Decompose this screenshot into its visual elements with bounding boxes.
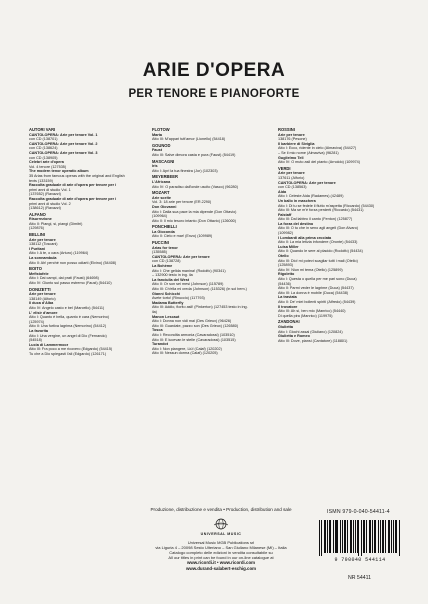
aria-entry: Vol. 3: 18 arie per tenore (ER.2290) [152,200,212,205]
aria-entry: primi anni di studio Vol. 1 [29,187,71,192]
barcode-bar [366,520,367,553]
opera-title: Raccolta graduale di arie d'opera per tenore per i [29,183,117,188]
aria-entry: (54518) [29,338,42,343]
aria-entry: 35 Arias from famous operas with the original and English [29,173,125,178]
barcode-bar [389,520,390,553]
opera-title: La fanciulla del West [152,277,190,282]
opera-title: Gianni Schicchi [152,291,181,296]
aria-entry: Atto II: Or son sei mesi (Johnson) (115789) [152,282,224,287]
barcode-bar [327,520,328,553]
aria-entry: Atto I: Di tu se fedele il flutto m'aspetta (Riccardo) (54430) [278,203,375,208]
opera-title: CANTOLOPERA: Arie per tenore [278,180,336,185]
aria-entry: Atto I: Non piangere, Liù! (Calaf) (120202) [152,346,222,351]
barcode-bar [374,520,375,553]
catalog-column-1 [29,126,151,357]
opera-title: Aida [278,189,287,194]
composer-heading: ALFANO [29,212,46,217]
opera-title: Madama Butterfly [152,300,184,305]
aria-entry: Atto II: De' miei bollenti spiriti (Alfredo) (54439) [278,299,356,304]
barcode-bar [395,520,396,553]
barcode-bar [375,520,376,553]
opera-title: Raccolta graduale di arie d'opera per tenore per i [29,196,117,201]
aria-entry: Atto I: Dalla sua pace la mia dipende (Don Ottavio) [152,209,237,214]
barcode-bar [357,520,358,553]
aria-entry: Atto II: Quando le sere al placido (Rodolfo) (54434) [278,249,363,254]
aria-entry: con CD (138728) [152,259,181,264]
barcode-bar [369,520,370,553]
barcode-bar [333,520,334,553]
barcode-bar [347,520,348,553]
aria-entry: Atto I: Ecco, ridente in cielo (Almaviva) (54427) [278,146,357,151]
composer-heading: PONCHIELLI [152,225,177,230]
opera-title: Arie per tenore [278,171,305,176]
aria-entry: Atto II: Cielo e mar! (Enzo) (109989) [152,234,213,239]
barcode-digits: 9 790040 544114 [334,557,386,563]
barcode-bar [358,520,359,556]
barcode-bar [340,520,341,553]
opera-title: Turandot [152,342,168,347]
aria-entry: (125893) [278,263,294,268]
barcode-bar [396,520,397,553]
aria-entry: Atto I: Quanto è bella, quanto è cara (Nemorino) [29,315,110,320]
aria-entry: ila) [152,309,158,314]
composer-heading: AUTORI VARI [29,128,56,132]
catalog-note-en: All our titles in print can be found in our on-line catalogue at [168,555,274,561]
aria-entry: 138112 (Toscani) [29,242,58,247]
barcode-bar [325,520,326,553]
aria-entry: Atto III: Salve dimora casta e pura (Faust) (54419) [152,152,236,157]
publisher-block [128,507,314,571]
barcode-bar [372,520,373,553]
aria-entry: (109964) [152,214,168,219]
opera-title: Guglielmo Tell [278,155,304,160]
aria-entry: (138612) (Ravazzi) [29,206,61,211]
composer-heading: FLOTOW [152,128,170,132]
ismn-code: ISMN 979-0-040-54411-4 [327,509,390,515]
composer-heading: BOITO [29,267,42,272]
aria-entry: Atto I: Apri la tua finestra (Jor) (102303) [152,168,218,173]
aria-entry: con CD (138624) [29,146,58,151]
barcode-bar [393,520,394,553]
barcode-bar [324,520,325,553]
opera-title: Arias for tenor [152,245,178,250]
barcode-bar [321,520,322,556]
opera-title: Il duca d'Alba [29,301,54,306]
barcode-bar [351,520,352,553]
aria-entry: (129876) [29,226,45,231]
opera-title: Luisa Miller [278,244,299,249]
aria-entry: – Se il mio nome (Almaviva) (96281) [278,150,339,155]
barcode-bar [330,520,331,553]
aria-entry: Atto I: Che gelida manina! (Rodolfo) (90341) [152,268,226,273]
barcode-bar [335,520,336,553]
aria-entry: con CD (138905) [29,155,58,160]
aria-entry: (135585) [152,250,168,255]
composer-heading: BELLINI [29,233,45,238]
aria-entry: Atto III: La donna è mobile (Duca) (54438) [278,290,349,295]
barcode-bar [337,520,338,553]
opera-title: Arie scelte [152,195,171,200]
opera-title: La favorita [29,328,48,333]
barcode-bar [329,520,330,553]
aria-entry: Atto IV: Niun mi tema (Otello) (125899) [278,267,343,272]
opera-title: L'Africana [152,179,171,184]
barcode-bar [378,520,379,553]
opera-title: La traviata [278,295,297,300]
aria-entry: con CD (138701) [29,137,58,142]
universal-globe-logo-icon [214,518,228,530]
aria-entry: Atto II: Piangi, si, piangi (Dimitri) [29,221,83,226]
opera-title: Un ballo in maschera [278,198,316,203]
aria-entry: primi anni di studio Vol. 2 [29,201,71,206]
barcode-bar [388,520,389,553]
aria-entry: (54436) [278,281,291,286]
opera-title: La sonnambula [29,256,57,261]
opera-title: CANTOLOPERA: Arie per tenore [152,254,210,259]
barcode-bar [355,520,356,553]
opera-title: CANTOLOPERA: Arie per tenore Vol. 2 [29,141,98,146]
composer-heading: VERDI [278,166,291,171]
aria-entry: Atto I: Recondita armonia (Cavaradossi) (103510) [152,332,235,337]
opera-title: L' elisir d'amore [29,310,58,315]
aria-entry: Atto I: Giochi assai (Giuliano) (120824) [278,329,343,334]
barcode-bar [319,520,320,556]
opera-title: Celebri arie d'opera [29,160,64,165]
aria-entry: con CD (138563) [278,185,307,190]
opera-title: Marta [152,132,163,137]
opera-title: I Lombardi alla prima crociata [278,235,332,240]
aria-entry: texts (133159) [29,178,53,183]
aria-entry: Di quella pira (Manrico) (119975) [278,313,333,318]
opera-title: Arie per tenore [29,237,56,242]
barcode-bar [399,520,400,556]
aria-entry: Atto III: Dove, piansi (Cantatore) (118801) [278,338,348,343]
opera-title: Mefistofele [29,271,49,276]
opera-title: Arie per tenore [278,132,305,137]
aria-entry: Atto IV: Giunto sul passo estremo (Faust) (54410) [29,281,112,285]
aria-entry: Atto I: Dai campi, dai prati (Faust) (64698) [29,276,99,281]
aria-entry: Atto I: Una vergine, un angel di Dio (Fernando) [29,333,107,338]
composer-heading: MOZART [152,191,170,196]
aria-entry: Atto III: Fra poco a me ricovero (Edgardo) (54415) [29,347,113,352]
opera-title: Manon Lescaut [152,314,180,319]
opera-title: Falstaff [278,212,292,217]
catalog-column-2 [152,126,274,356]
composer-heading: GOUNOD [152,143,171,148]
page-subtitle: PER TENORE E PIANOFORTE [128,88,300,100]
aria-entry: Atto IV: O muto asil del pianto (Arnoldo) (109974) [278,160,360,165]
aria-entry: (137652) (Ravazzi) [29,192,61,197]
opera-title: CANTOLOPERA: Arie per tenore Vol. 1 [29,132,98,137]
aria-entry: Atto III: E lucevan le stelle (Cavaradossi) (103515) [152,337,236,342]
barcode-bar [350,520,351,553]
aria-entry: (125974) [29,319,45,324]
catalog-number: NR 54411 [348,575,371,581]
opera-title: Giulietta [278,324,294,329]
aria-entry: Atto II: Parmi veder le lagrime (Duca) (54437) [278,286,354,291]
barcode-bar [345,520,346,553]
composer-heading: ROSSINI [278,128,295,132]
aria-entry: Tu che a Dio spiegasti l'ali (Edgardo) (126171) [29,351,107,356]
opera-title: La Bohème [152,264,173,269]
barcode-bar [342,520,343,553]
opera-title: Lucia di Lammermoor [29,342,69,347]
company-name: Universal Music MGB Publications srl [187,540,255,546]
website-durand: www.durand-salabert-eschig.com [185,565,257,571]
aria-entry: Atto III: Ah sì, ben mio (Manrico) (54440) [278,309,346,314]
barcode-bar [361,520,362,556]
opera-title: La forza del destino [278,221,314,226]
barcode-bar [353,520,354,553]
aria-entry: – 132900 testo in ing. ila [152,273,193,278]
barcode-bar [344,520,345,553]
aria-entry: Atto IV: Angelo casto e bel (Marcello) (54411) [29,305,105,310]
aria-entry: 137611 (Alforio) [278,175,305,180]
opera-title: Il barbiere di Siviglia [278,141,315,146]
barcode-bar [385,520,386,553]
aria-entry: Atto I: A te, o cara (Arturo) (119964) [29,251,89,256]
composer-heading: DONIZETTI [29,287,51,292]
opera-title: La Gioconda [152,229,175,234]
barcode-bar [382,520,383,553]
barcode-bar [364,520,365,553]
aria-entry: 138176 (Pesone) [278,137,307,142]
company-address: via Liguria 4 – 20098 Sesto Ulteriano – San Giuliano Milanese (MI) – Italia [155,545,287,551]
aria-entry: Avete torto! (Rinuccio) (117793) [152,296,205,301]
aria-entry: Vol. 4 tenore (127535) [29,164,67,169]
aria-entry: (109982) [278,231,294,236]
aria-entry: 138149 (Alforio) [29,296,56,301]
catalog-note-it: Catalogo completo delle edizioni in vendita consultabile su [169,550,273,556]
barcode-bar [383,520,384,553]
aria-entry: Atto III: Dio! mi potevi scagliar tutti i mali (Otello) [278,258,358,263]
opera-title: CANTOLOPERA: Arie per tenore Vol. 3 [29,150,98,155]
aria-entry: Atto I: Donna non vidi mai (Des Grieux) (96426) [152,319,232,324]
aria-entry: Atto III: Guardate, pazzo son (Des Grieux) (126580) [152,323,239,328]
opera-title: Don Giovanni [152,204,177,209]
aria-entry: Atto III: Ch'ella mi creda (Johnson) (115326) (in sol bem.) [152,287,247,291]
barcode-bar [380,520,381,553]
opera-title: The modern tenor operatic album [29,169,89,174]
aria-entry: Atto IV: O paradiso dall'onde uscito (Vasco) (96280) [152,184,238,189]
opera-title: Faust [152,148,163,153]
barcode-bar [391,520,392,553]
aria-entry: Atto II: Una furtiva lagrima (Nemorino) (54412) [29,324,107,329]
page-title: ARIE D'OPERA [142,60,286,81]
barcode [319,520,401,556]
aria-entry: Atto III: Dal labbro il canto (Fenton) (125877) [278,217,353,222]
aria-entry: Atto III: M'appari tutt'amor (Lionello) (54418) [152,137,226,142]
composer-heading: PUCCINI [152,241,169,246]
opera-title: Giulietta e Romeo [278,334,310,339]
barcode-bar [363,520,364,553]
catalog-column-3 [278,126,406,343]
aria-entry: Atto III: O tu che in seno agli angeli (Don Alvaro) [278,226,359,231]
barcode-bar [370,520,371,553]
distribution-notice: Produzione, distribuzione e vendita • Production, distribution and sale [150,507,292,512]
aria-entry: Atto II: Il mio tesoro intanto (Don Ottavio) (126000) [152,218,236,223]
opera-title: I Puritani [29,246,46,251]
aria-entry: Atto III: Addio, fiorito asil! (Pinkerton) (127453 testo in ing. [152,305,248,310]
opera-title: Arie per tenore [29,292,56,297]
barcode-bar [336,520,337,553]
aria-entry: Atto I: Celeste Aida (Radames) (42489) [278,194,344,199]
composer-heading: MEYERBEER [152,175,178,180]
composer-heading: ZANDONAI [278,320,300,325]
website-ricordi: www.ricordi.it • www.ricordi.com [186,560,256,566]
aria-entry: Atto II: La mia letizia infondere (Oronte) (54433) [278,240,358,245]
aria-entry: Atto I: Questa o quella per me pari sono (Duca) [278,277,357,281]
opera-title: Il trovatore [278,304,298,309]
opera-title: Rigoletto [278,272,295,277]
opera-title: Risurrezione [29,217,52,222]
aria-entry: Atto II: Ah! perché non posso odiarti (Elvino) (54408) [29,260,117,265]
logo-text: UNIVERSAL MUSIC [200,531,242,536]
opera-title: Tosca [152,328,163,333]
aria-entry: Atto III: Nessun dorma (Calaf) (120205) [152,351,218,356]
opera-title: Iris [152,164,158,169]
composer-heading: MASCAGNI [152,159,175,164]
opera-title: Otello [278,254,289,259]
aria-entry: Atto III: Ma se m'è forza perderti (Riccardo) (54431) [278,208,364,213]
